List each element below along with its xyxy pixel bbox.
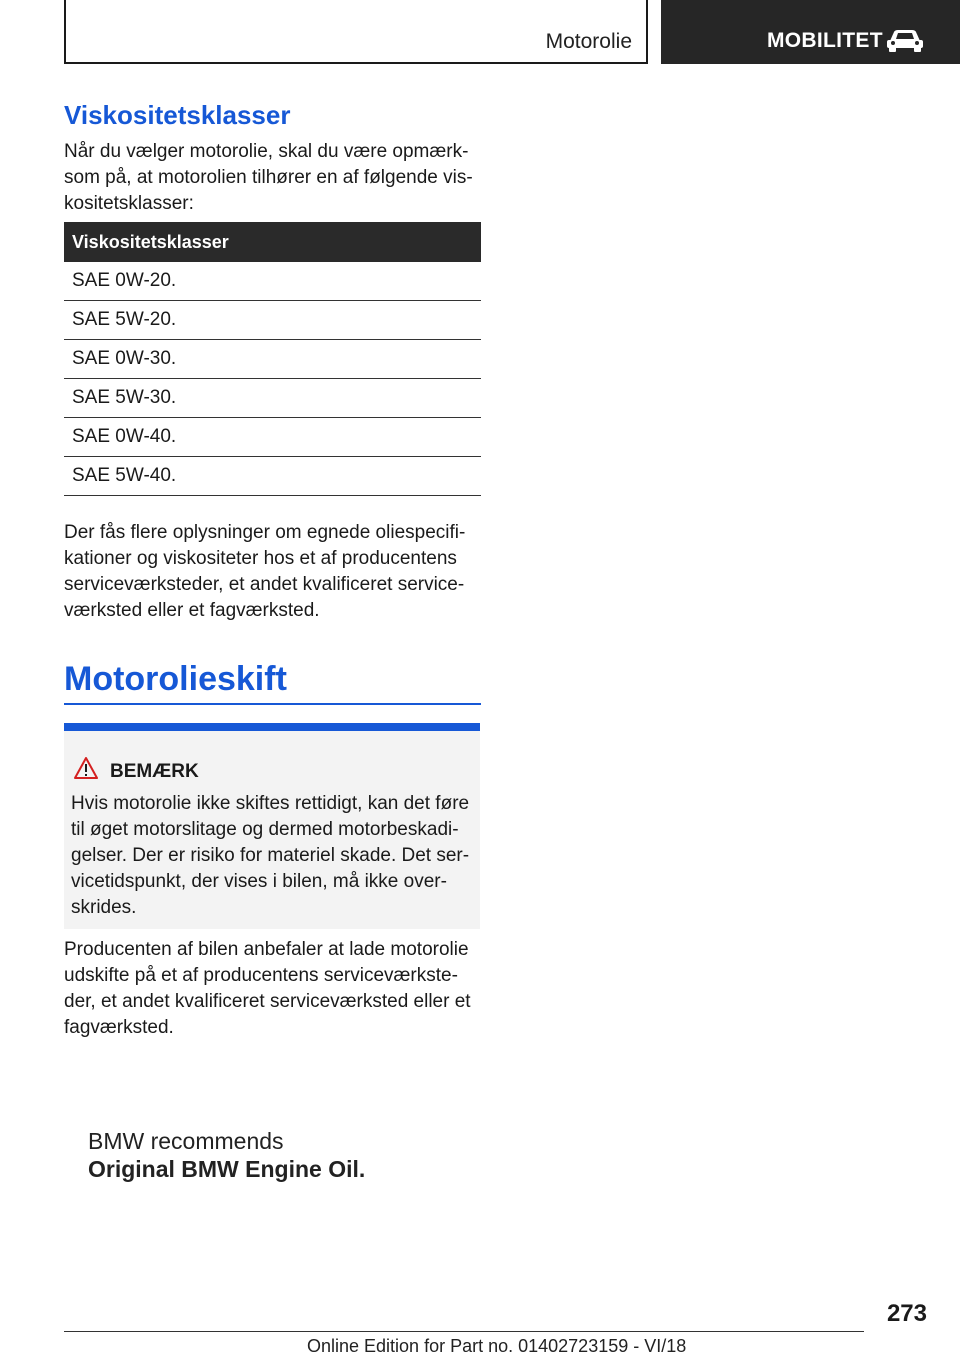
table-cell: SAE 0W-20. xyxy=(64,262,481,301)
table-cell: SAE 0W-30. xyxy=(64,340,481,379)
car-icon xyxy=(886,27,924,53)
ad-line-2: Original BMW Engine Oil. xyxy=(88,1156,366,1182)
recommendation-paragraph: Producenten af bilen anbefaler at lade motorolie udskifte på et af producentens serviceværkste-der, et andet kvalificeret serviceværksted eller et fagværksted. xyxy=(64,939,471,1038)
viscosity-table xyxy=(64,222,481,496)
ad-line-1: BMW recommends xyxy=(88,1128,284,1154)
chapter-tab[interactable] xyxy=(661,0,960,64)
note-body: Hvis motorolie ikke skiftes rettidigt, kan det føre til øget motorslitage og dermed motorbeskadi-gelser. Der er risiko for materiel skade. Det ser-vicetidspunkt, der vises i bilen, må ikke over-skrides. xyxy=(71,793,470,918)
section-title: Motorolie xyxy=(545,30,632,53)
table-cell: SAE 5W-40. xyxy=(64,457,481,496)
warning-note xyxy=(64,723,480,929)
viscosity-heading: Viskositetsklasser xyxy=(64,100,291,130)
page-number: 273 xyxy=(886,1300,927,1327)
header-section-box xyxy=(64,0,648,64)
note-title: BEMÆRK xyxy=(110,761,199,782)
footer-divider xyxy=(64,1331,864,1332)
table-row xyxy=(64,262,481,301)
heading-divider xyxy=(64,703,481,705)
table-row xyxy=(64,301,481,340)
table-row xyxy=(64,379,481,418)
table-row xyxy=(64,457,481,496)
intro-paragraph: Når du vælger motorolie, skal du være opmærk-som på, at motorolien tilhører en af følgende vis-kositetsklasser: xyxy=(64,141,473,214)
table-header: Viskositetsklasser xyxy=(64,222,481,262)
warning-icon xyxy=(73,756,99,780)
chapter-title: MOBILITET xyxy=(767,29,883,52)
table-cell: SAE 0W-40. xyxy=(64,418,481,457)
more-info-paragraph: Der fås flere oplysninger om egnede oliespecifi-kationer og viskositeter hos et af producentens serviceværksteder, et andet kvalificeret service-værksted eller et fagværksted. xyxy=(64,522,466,621)
footer-edition: Online Edition for Part no. 01402723159 - VI/18 xyxy=(307,1336,687,1356)
oil-change-heading: Motorolieskift xyxy=(64,660,287,698)
table-row xyxy=(64,418,481,457)
table-cell: SAE 5W-20. xyxy=(64,301,481,340)
table-row xyxy=(64,340,481,379)
table-cell: SAE 5W-30. xyxy=(64,379,481,418)
